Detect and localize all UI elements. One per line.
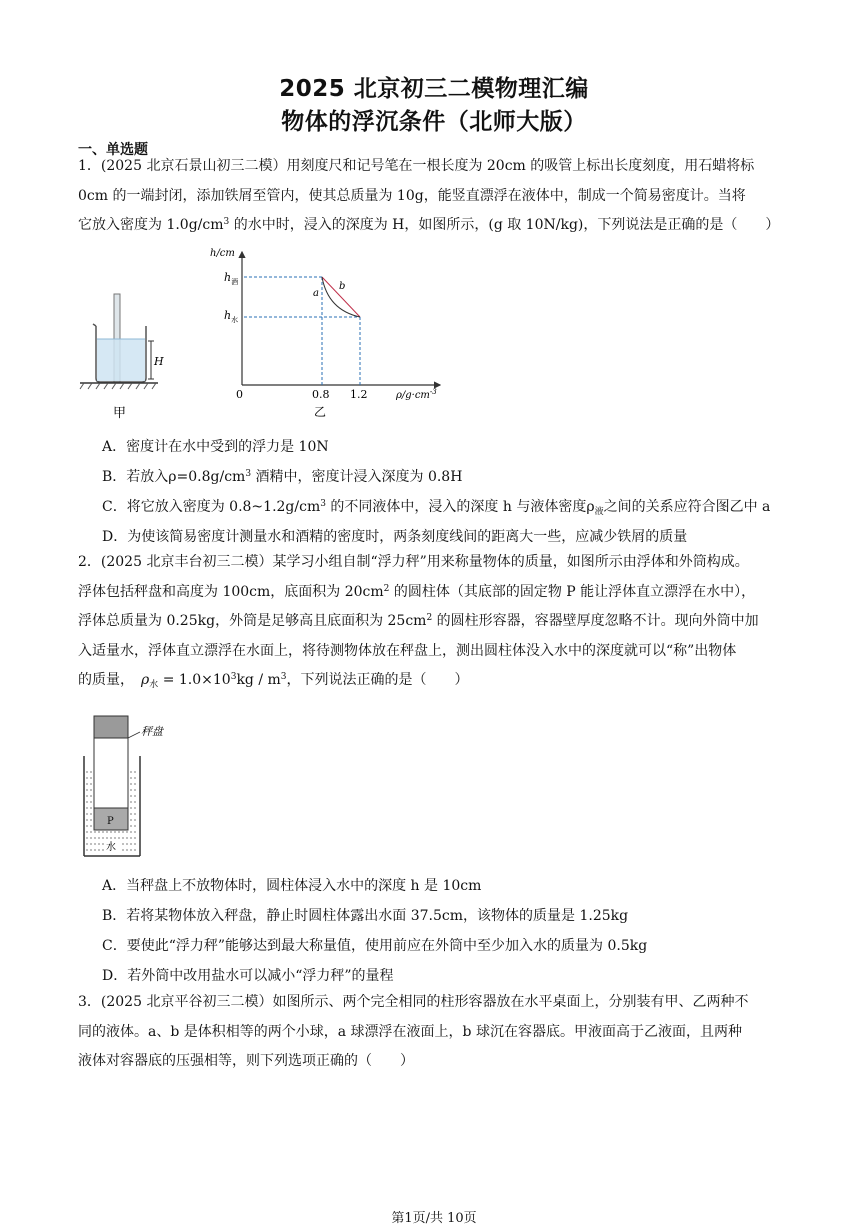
question-3-stem bbox=[78, 988, 790, 1077]
curve-b-label: b bbox=[339, 281, 346, 292]
y-axis-label: h/cm bbox=[210, 248, 235, 259]
page-footer: 第1页/共 10页 bbox=[391, 1211, 477, 1226]
h-depth-label: H bbox=[154, 355, 164, 368]
q1-option-d[interactable]: D．为使该简易密度计测量水和酒精的密度时，两条刻度线间的距离大一些，应减少铁屑的质量 bbox=[102, 529, 688, 545]
fig-yi-caption: 乙 bbox=[314, 405, 327, 419]
origin-label: 0 bbox=[236, 388, 243, 401]
question-1-stem bbox=[78, 152, 790, 241]
q2-line-1: 2．(2025 北京丰台初三二模）某学习小组自制“浮力秤”用来称量物体的质量，如图所示由浮体和外筒构成。 bbox=[78, 554, 749, 570]
fig-jia-caption: 甲 bbox=[113, 406, 127, 421]
q1-line-2: 0cm 的一端封闭，添加铁屑至管内，使其总质量为 10g，能竖直漂浮在液体中，制成一个简易密度计。当将 bbox=[78, 187, 746, 204]
x-axis-label: $\rho/g\cdot cm^{-3}$ bbox=[396, 388, 437, 401]
q3-line-2: 同的液体。a、b 是体积相等的两个小球，a 球漂浮在液面上，b 球沉在容器底。甲液面高于乙液面，且两种 bbox=[78, 1023, 742, 1040]
curve-a-label: a bbox=[313, 288, 319, 299]
figure-float-scale bbox=[78, 712, 188, 862]
h-water-label: $h_水$ bbox=[224, 309, 239, 324]
q3-line-3: 液体对容器底的压强相等，则下列选项正确的（ ） bbox=[78, 1053, 414, 1069]
p-label: P bbox=[107, 816, 114, 827]
page-title: 2025 北京初三二模物理汇编 bbox=[279, 76, 589, 102]
q2-option-b[interactable]: B．若将某物体放入秤盘，静止时圆柱体露出水面 37.5cm，该物体的质量是 1.25kg bbox=[102, 908, 629, 924]
q2-line-5: 的质量， $\rho_水 = 1.0\times 10^3kg / m^3$，下列说法正确的是（ ） bbox=[78, 672, 469, 690]
q2-option-d[interactable]: D．若外筒中改用盐水可以减小“浮力秤”的量程 bbox=[102, 968, 394, 984]
q2-line-3: 浮体总质量为 0.25kg，外筒是足够高且底面积为 $25cm^2$ 的圆柱形容器，容器壁厚度忽略不计。现向外筒中加 bbox=[78, 613, 759, 629]
q1-line-3: 它放入密度为 $1.0g/cm^3$ 的水中时，浸入的深度为 H，如图所示，(g 取 10N/kg)，下列说法是正确的是（ ） bbox=[78, 217, 780, 233]
page-subtitle: 物体的浮沉条件（北师大版） bbox=[281, 109, 587, 135]
q1-option-a[interactable]: A．密度计在水中受到的浮力是 10N bbox=[102, 439, 329, 455]
q1-option-c[interactable]: C．将它放入密度为 $0.8\sim 1.2g/cm^3$ 的不同液体中，浸入的深度 h 与液体密度$\rho_液$之间的关系应符合图乙中 a bbox=[102, 499, 771, 517]
q1-line-1: 1．(2025 北京石景山初三二模）用刻度尺和记号笔在一根长度为 20cm 的吸管上标出长度刻度，用石蜡将标 bbox=[78, 158, 755, 174]
figure-jia bbox=[78, 288, 178, 423]
x-tick-0.8: 0.8 bbox=[312, 388, 330, 401]
q2-line-2: 浮体包括秤盘和高度为 100cm，底面积为 $20cm^2$ 的圆柱体（其底部的固定物 P 能让浮体直立漂浮在水中）， bbox=[78, 583, 756, 600]
q2-line-4: 入适量水，浮体直立漂浮在水面上，将待测物体放在秤盘上，测出圆柱体没入水中的深度就可以“称”出物体 bbox=[78, 642, 737, 659]
water-label: 水 bbox=[106, 842, 116, 853]
q2-option-c[interactable]: C．要使此“浮力秤”能够达到最大称量值，使用前应在外筒中至少加入水的质量为 0.5kg bbox=[102, 938, 648, 954]
figure-yi-graph bbox=[200, 240, 450, 425]
h-alcohol-label: $h_酒$ bbox=[224, 271, 239, 286]
q1-option-b[interactable]: B．若放入$\rho=0.8g/cm^3$ 酒精中，密度计浸入深度为 0.8H bbox=[102, 469, 463, 485]
x-tick-1.2: 1.2 bbox=[350, 388, 368, 401]
q3-line-1: 3．(2025 北京平谷初三二模）如图所示、两个完全相同的柱形容器放在水平桌面上，分别装有甲、乙两种不 bbox=[78, 994, 749, 1010]
question-2-stem bbox=[78, 548, 790, 696]
q2-option-a[interactable]: A．当秤盘上不放物体时，圆柱体浸入水中的深度 h 是 10cm bbox=[102, 878, 482, 894]
section-heading: 一、单选题 bbox=[78, 142, 148, 158]
pan-label: 秤盘 bbox=[141, 725, 163, 738]
